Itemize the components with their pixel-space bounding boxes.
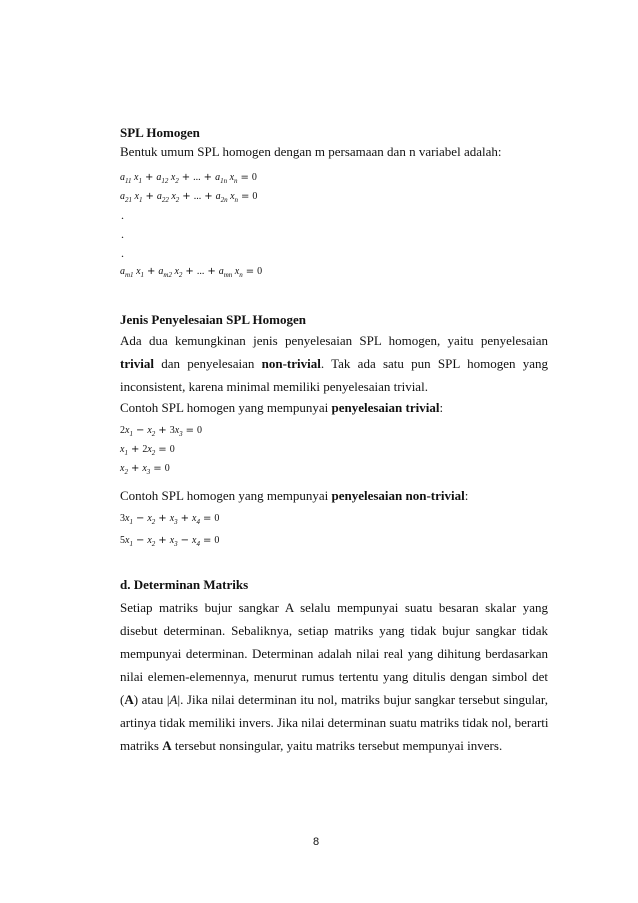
equation-nontrivial-1: $3x_1 - x_2 + x_3 + x_4 = 0$ [120, 513, 220, 526]
term-penyelesaian-trivial: penyelesaian trivial [331, 400, 440, 415]
text-run: ( [120, 692, 125, 707]
paragraph-line [120, 692, 548, 708]
paragraph-line: inconsistent, karena minimal memiliki penyelesaian trivial. [120, 379, 428, 394]
paragraph-line: Ada dua kemungkinan jenis penyelesaian SPL homogen, yaitu penyelesaian [120, 333, 548, 348]
equation-trivial-2: $x_1 + 2x_2 = 0$ [120, 444, 175, 457]
text-run: : [464, 488, 469, 503]
text-run: matriks [120, 738, 163, 753]
heading-jenis-penyelesaian: Jenis Penyelesaian SPL Homogen [120, 312, 306, 327]
heading-determinan-matriks: d. Determinan Matriks [120, 577, 249, 592]
trivial-example-intro [120, 400, 548, 416]
paragraph-line: disebut determinan. Sebaliknya, setiap matriks yang tidak bujur sangkar tidak [120, 623, 548, 638]
ellipsis-dot: . [121, 208, 124, 222]
symbol-a-bold: A [162, 738, 172, 753]
equation-nontrivial-2: $5x_1 - x_2 + x_3 - x_4 = 0$ [120, 535, 220, 548]
paragraph-line: Setiap matriks bujur sangkar A selalu mempunyai suatu besaran skalar yang [120, 600, 548, 615]
paragraph-line: mempunyai determinan. Determinan adalah nilai real yang dihitung berdasarkan [120, 646, 548, 661]
symbol-a-italic: A [169, 692, 178, 707]
paragraph-line: nilai elemen-elemennya, menurut rumus tertentu yang ditulis dengan simbol det [120, 669, 548, 684]
equation-general-2: $a_{21}$ $x_1 + a_{22}$ $x_2$ + ... + $a_{2n}$ $x_n = 0$ [120, 191, 258, 204]
text-run: Contoh SPL homogen yang mempunyai [120, 400, 332, 415]
equation-general-m: $a_{m1}$ $x_1 + a_{m2}$ $x_2$ + ... + $a_{mn}$ $x_n = 0$ [120, 266, 263, 279]
text-run: : [439, 400, 444, 415]
text-run: Contoh SPL homogen yang mempunyai [120, 488, 332, 503]
equation-trivial-3: $x_2 + x_3 = 0$ [120, 463, 170, 476]
term-non-trivial: non-trivial [261, 356, 321, 371]
ellipsis-dot: . [121, 246, 124, 260]
text-run: tersebut nonsingular, yaitu matriks tersebut mempunyai invers. [171, 738, 503, 753]
text-run: dan penyelesaian [153, 356, 262, 371]
ellipsis-dot: . [121, 227, 124, 241]
intro-text: Bentuk umum SPL homogen dengan m persamaan dan n variabel adalah: [120, 144, 502, 159]
term-penyelesaian-non-trivial: penyelesaian non-trivial [331, 488, 465, 503]
heading-spl-homogen: SPL Homogen [120, 125, 200, 140]
equation-trivial-1: $2x_1 - x_2 + 3x_3 = 0$ [120, 425, 203, 438]
text-run: |. Jika nilai determinan itu nol, matriks bujur sangkar tersebut singular, [177, 692, 548, 707]
text-run: . Tak ada satu pun SPL homogen yang [320, 356, 548, 371]
text-run: ) atau | [133, 692, 170, 707]
symbol-a-bold: A [124, 692, 134, 707]
page-number: 8 [313, 836, 320, 848]
paragraph-line: artinya tidak memiliki invers. Jika nilai determinan suatu matriks tidak nol, berarti [120, 715, 549, 730]
paragraph-line [120, 738, 548, 754]
equation-general-1: $a_{11}$ $x_1 + a_{12}$ $x_2$ + ... + $a_{1n}$ $x_n = 0$ [120, 172, 257, 185]
nontrivial-example-intro [120, 488, 548, 504]
term-trivial: trivial [120, 356, 154, 371]
paragraph-line [120, 356, 548, 372]
